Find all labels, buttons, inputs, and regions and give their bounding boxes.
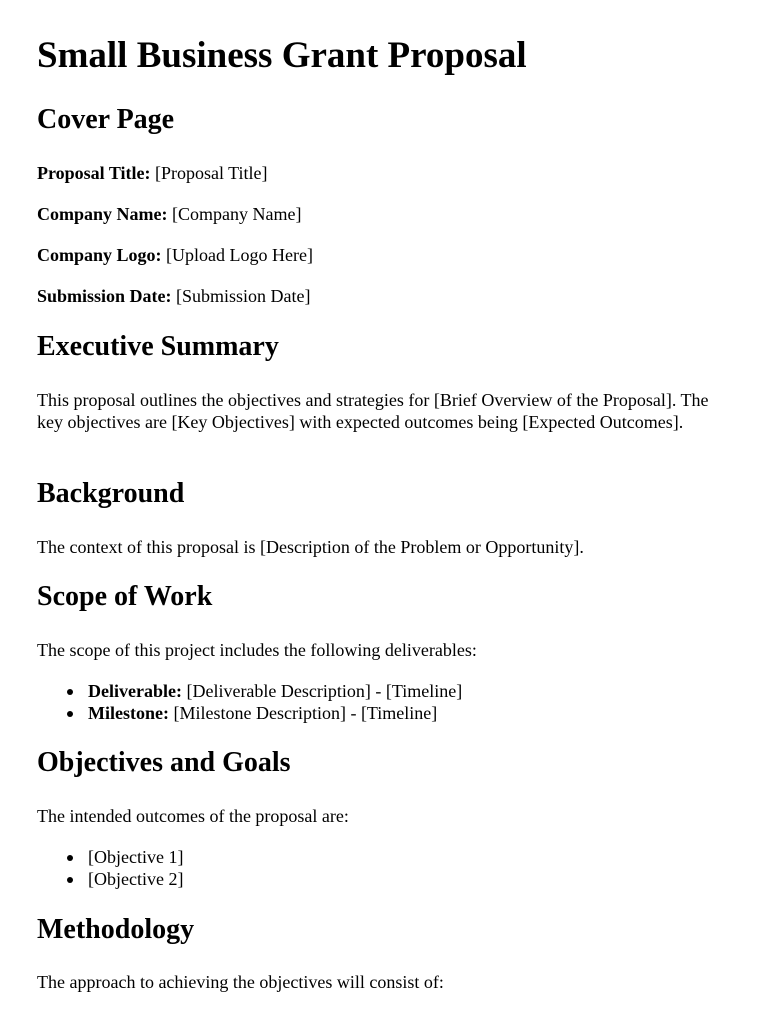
objectives-heading: Objectives and Goals — [37, 747, 291, 778]
scope-intro-text: The scope of this project includes the following deliverables: — [37, 640, 477, 660]
item-value: [Milestone Description] - [Timeline] — [173, 703, 438, 723]
company-logo-field — [37, 244, 313, 266]
methodology-heading: Methodology — [37, 914, 195, 945]
background-text: The context of this proposal is [Description of the Problem or Opportunity]. — [37, 537, 584, 557]
scope-of-work-heading: Scope of Work — [37, 581, 213, 612]
proposal-title-field — [37, 162, 268, 184]
field-value: [Submission Date] — [176, 286, 311, 306]
field-label: Proposal Title: — [37, 163, 151, 183]
field-value: [Proposal Title] — [155, 163, 268, 183]
objectives-list — [37, 846, 183, 890]
background-heading: Background — [37, 478, 185, 509]
field-label: Submission Date: — [37, 286, 172, 306]
list-item: [Objective 2] — [37, 868, 183, 890]
cover-page-heading: Cover Page — [37, 104, 175, 135]
field-value: [Company Name] — [172, 204, 302, 224]
submission-date-field — [37, 285, 311, 307]
methodology-intro-text: The approach to achieving the objectives will consist of: — [37, 972, 444, 992]
deliverables-list — [37, 680, 462, 724]
field-label: Company Name: — [37, 204, 168, 224]
list-item — [37, 702, 462, 724]
executive-summary-text: This proposal outlines the objectives and strategies for [Brief Overview of the Proposal]. The key objectives are [Key Objectives] with expected outcomes being [Expected Outcomes]. — [37, 390, 709, 432]
field-value: [Upload Logo Here] — [166, 245, 313, 265]
item-label: Milestone: — [88, 703, 169, 723]
objectives-intro-text: The intended outcomes of the proposal are: — [37, 806, 349, 826]
document-title: Small Business Grant Proposal — [37, 35, 527, 76]
item-value: [Deliverable Description] - [Timeline] — [186, 681, 463, 701]
company-name-field — [37, 203, 301, 225]
list-item: [Objective 1] — [37, 846, 183, 868]
field-label: Company Logo: — [37, 245, 162, 265]
item-label: Deliverable: — [88, 681, 182, 701]
executive-summary-heading: Executive Summary — [37, 331, 279, 362]
list-item — [37, 680, 462, 702]
